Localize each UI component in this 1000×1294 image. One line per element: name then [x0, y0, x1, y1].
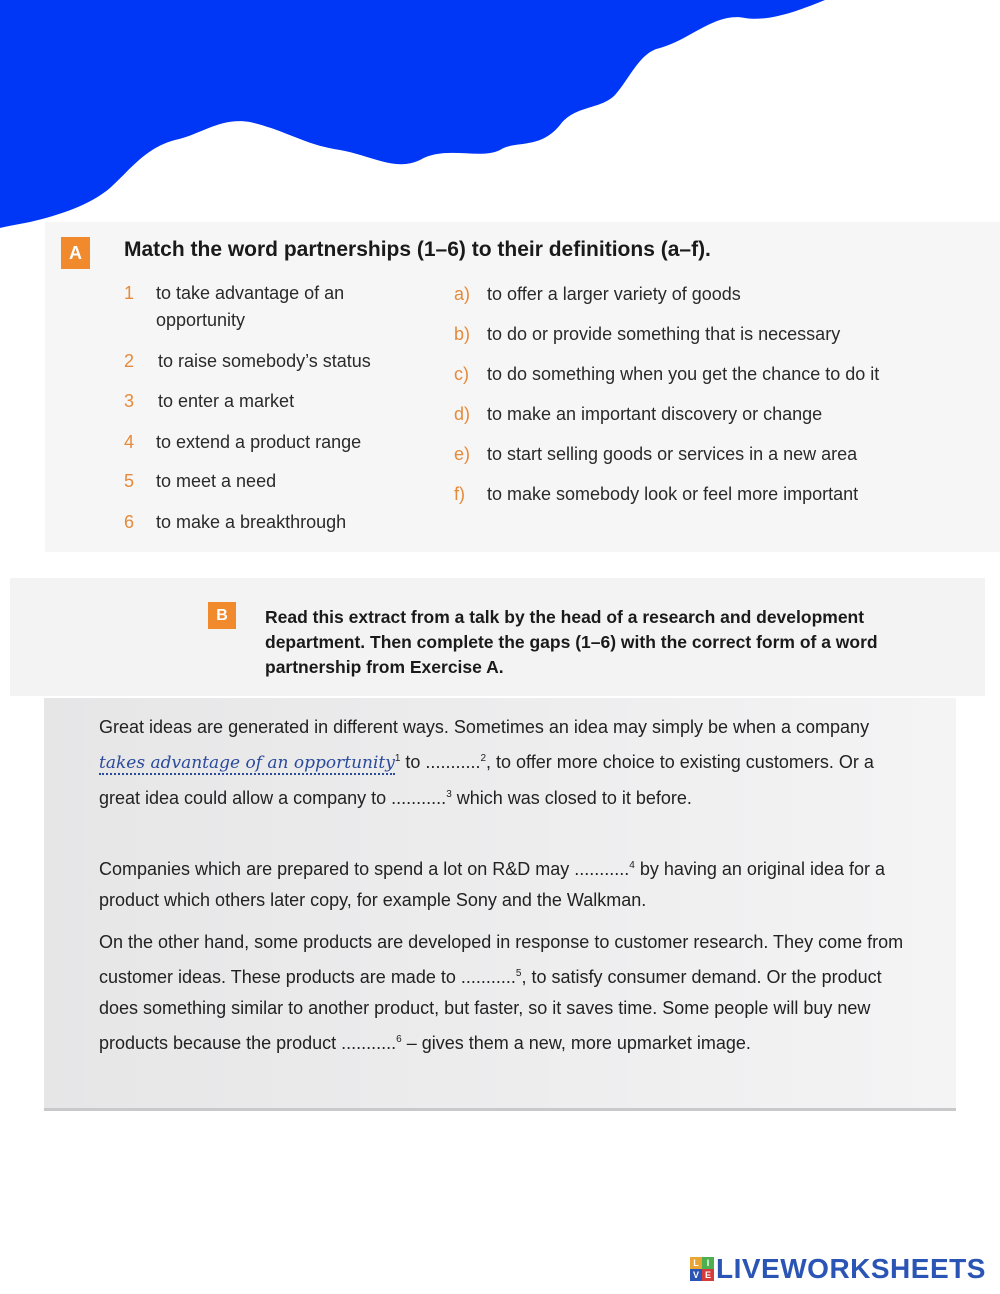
definition-item: to make an important discovery or change — [487, 404, 823, 424]
extract-text: – gives them a new, more upmarket image. — [401, 1033, 751, 1053]
word-partnership-item: to take advantage of an opportunity — [156, 283, 345, 330]
section-a-heading: Match the word partnerships (1–6) to their definitions (a–f). — [124, 238, 711, 261]
word-partnership-item: to enter a market — [158, 391, 295, 411]
gap-blank[interactable]: , to satisfy consumer demand. Or the product does something similar to another product, but faster, so it saves time. Some people will buy new products because the product ........... — [99, 967, 882, 1053]
definition-letter: b) — [454, 324, 471, 344]
definition-item: to offer a larger variety of goods — [487, 284, 741, 304]
logo-text: LIVEWORKSHEETS — [716, 1253, 986, 1284]
item-number: 4 — [124, 432, 135, 452]
word-partnership-item: to extend a product range — [156, 432, 362, 452]
word-partnership-item: to raise somebody’s status — [158, 351, 371, 371]
definition-item: to do or provide something that is necessary — [487, 324, 841, 344]
section-a-badge: A — [61, 237, 90, 269]
item-number: 3 — [124, 391, 135, 411]
gap-blank[interactable]: Companies which are prepared to spend a lot on R&D may ........... — [99, 859, 630, 879]
extract-box — [44, 698, 956, 1111]
gap-number: 2 — [480, 753, 487, 764]
item-number: 1 — [124, 283, 135, 303]
handwritten-answer: takes advantage of an opportunity — [99, 753, 395, 773]
gap-blank[interactable]: , to offer more choice to existing customers. Or a great idea could allow a company to ........... — [99, 752, 874, 808]
gap-number: 6 — [396, 1034, 402, 1045]
gap-number: 4 — [629, 860, 635, 871]
gap-blank[interactable]: On the other hand, some products are developed in response to customer research. They come from customer ideas. These products are made to ........... — [99, 932, 904, 987]
word-partnership-item: to make a breakthrough — [156, 512, 347, 532]
item-number: 2 — [124, 351, 135, 371]
definition-letter: d) — [454, 404, 471, 424]
section-b-badge: B — [208, 602, 236, 629]
blue-blob-decoration — [0, 0, 1000, 240]
item-number: 6 — [124, 512, 135, 532]
definition-letter: f) — [454, 484, 465, 504]
section-b-heading: Read this extract from a talk by the head of a research and development department. Then complete the gaps (1–6) with the correct form of a word partnership from Exercise A. — [265, 607, 878, 677]
extract-paragraph — [99, 712, 909, 814]
definition-item: to make somebody look or feel more important — [487, 484, 859, 504]
liveworksheets-logo-icon: L I V E — [690, 1257, 714, 1281]
extract-paragraph — [99, 927, 909, 1059]
extract-text: by having an original idea for a product which others later copy, for example Sony and the Walkman. — [99, 859, 885, 910]
definition-item: to start selling goods or services in a new area — [487, 444, 858, 464]
gap-blank[interactable]: to ........... — [400, 752, 481, 772]
gap-number: 1 — [394, 753, 401, 764]
extract-text: Great ideas are generated in different ways. Sometimes an idea may simply be when a company — [99, 717, 870, 737]
definition-item: to do something when you get the chance to do it — [487, 364, 880, 384]
definition-letter: e) — [454, 444, 471, 464]
item-number: 5 — [124, 471, 135, 491]
extract-text: which was closed to it before. — [451, 788, 692, 808]
definition-letter: c) — [454, 364, 469, 384]
word-partnership-item: to meet a need — [156, 471, 277, 491]
definition-letter: a) — [454, 284, 471, 304]
extract-paragraph — [99, 850, 909, 916]
gap-number: 3 — [446, 789, 452, 800]
liveworksheets-logo[interactable] — [690, 1253, 986, 1285]
gap-number: 5 — [515, 968, 522, 979]
